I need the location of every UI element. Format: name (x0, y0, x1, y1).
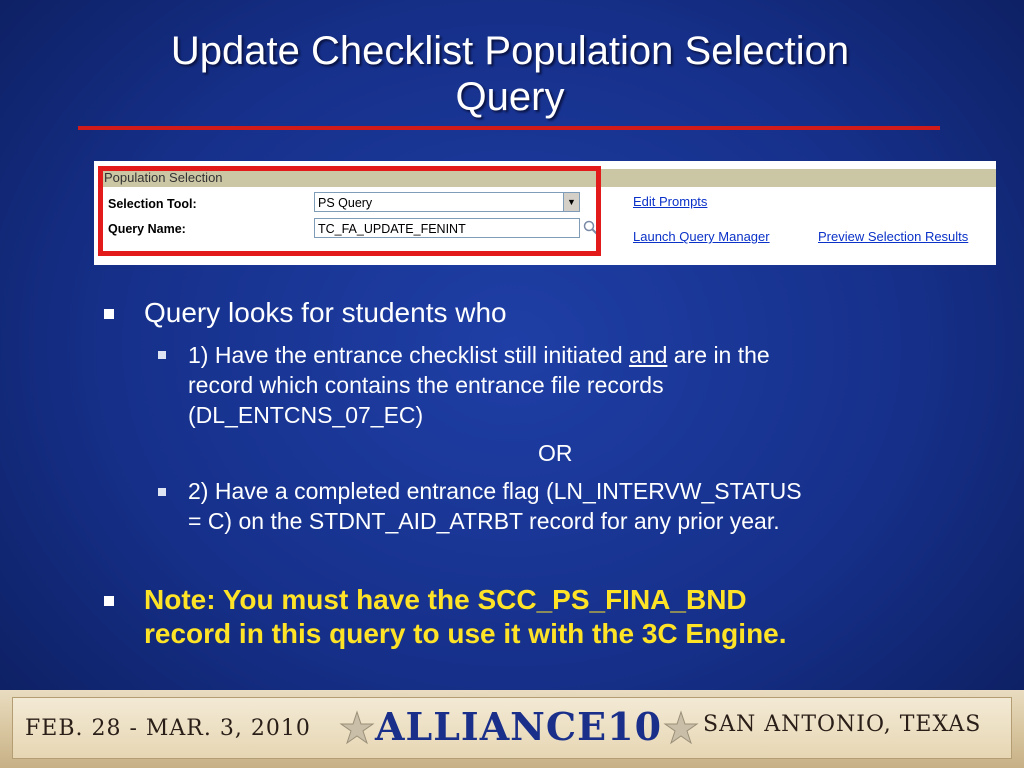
selection-tool-value: PS Query (318, 196, 373, 210)
sub-bullet-2-line2: = C) on the STDNT_AID_ATRBT record for any prior year. (188, 508, 780, 534)
star-icon (339, 710, 375, 746)
footer-banner (0, 690, 1024, 768)
sub-bullet-1-text-a: 1) Have the entrance checklist still initiated (188, 342, 630, 368)
launch-query-manager-link[interactable]: Launch Query Manager (633, 229, 770, 244)
footer-location: SAN ANTONIO, TEXAS (703, 712, 982, 737)
bullet-query-looks: Query looks for students who (144, 297, 507, 328)
preview-selection-results-link[interactable]: Preview Selection Results (818, 229, 969, 244)
footer-dates: FEB. 28 - MAR. 3, 2010 (25, 716, 311, 741)
alliance-logo: ALLIANCE10 (375, 704, 663, 749)
note-line2: record in this query to use it with the 3C Engine. (144, 618, 787, 649)
sub-bullet-1-line1 (188, 340, 978, 370)
title-underline (78, 126, 940, 130)
note-line1: Note: You must have the SCC_PS_FINA_BND (144, 584, 747, 615)
sub-bullet-marker (158, 351, 166, 359)
query-name-label: Query Name: (108, 222, 186, 236)
star-icon (663, 710, 699, 746)
slide-title-line2: Query (455, 75, 565, 119)
slide-title-line1: Update Checklist Population Selection (170, 29, 850, 73)
footer-parchment (12, 697, 1012, 759)
sub-bullet-1-text-b: are in the (667, 342, 770, 368)
query-name-input[interactable]: TC_FA_UPDATE_FENINT (314, 218, 580, 238)
highlight-box (98, 166, 601, 256)
sub-bullet-1-and: and (629, 342, 668, 368)
sub-bullet-2-line1: 2) Have a completed entrance flag (LN_INTERVW_STATUS (188, 478, 802, 504)
edit-prompts-link[interactable]: Edit Prompts (633, 194, 708, 209)
sub-bullet-1 (188, 340, 978, 430)
sub-bullet-marker (158, 488, 166, 496)
panel-header: Population Selection (100, 169, 996, 187)
selection-tool-label: Selection Tool: (108, 197, 197, 211)
sub-bullet-1-line2: record which contains the entrance file records (188, 372, 664, 398)
or-separator: OR (538, 440, 573, 466)
sub-bullet-2 (188, 476, 978, 536)
sub-bullet-1-line3: (DL_ENTCNS_07_EC) (188, 402, 424, 428)
slide-title (80, 28, 940, 120)
bullet-marker (104, 596, 114, 606)
chevron-down-icon[interactable]: ▼ (563, 193, 579, 211)
bullet-marker (104, 309, 114, 319)
note-bullet (144, 583, 984, 651)
